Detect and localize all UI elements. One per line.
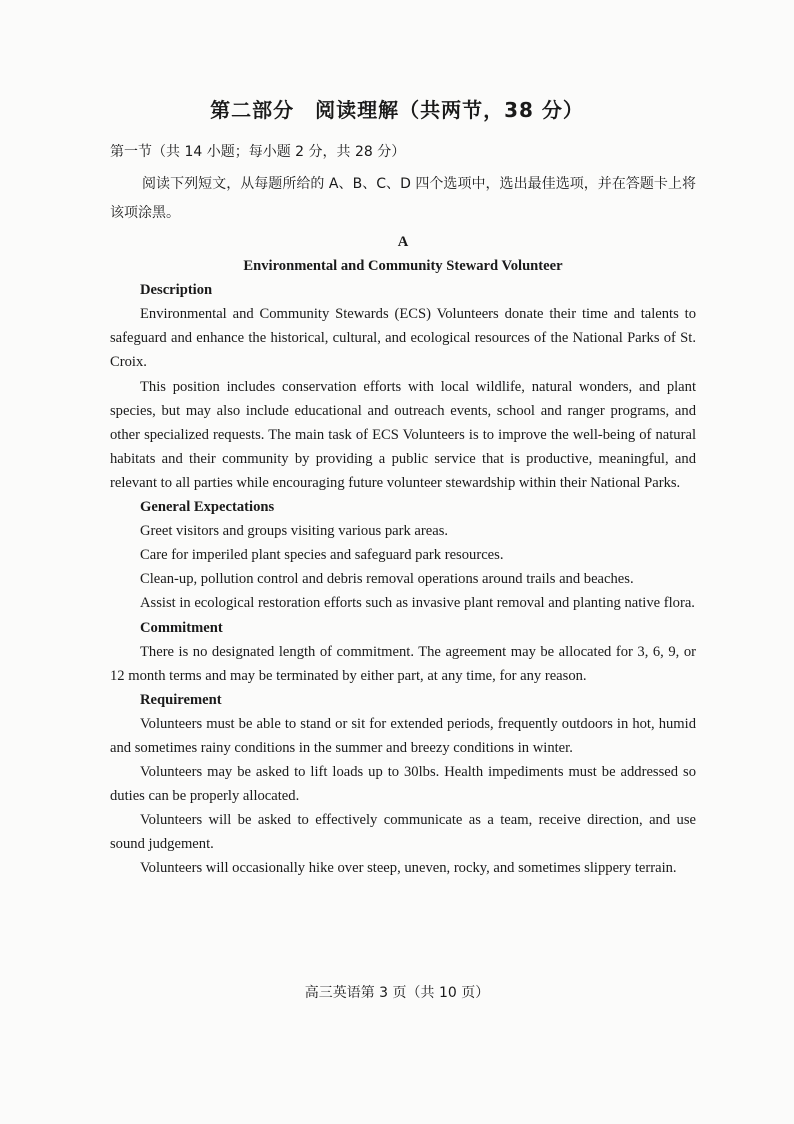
commitment-heading: Commitment (140, 619, 223, 636)
expectation-item: Care for imperiled plant species and safeguard park resources. (140, 547, 504, 564)
requirement-item: Volunteers may be asked to lift loads up to 30lbs. Health impediments must be addressed so duties can be properly allocated. (110, 764, 696, 805)
requirement-item: Volunteers will be asked to effectively communicate as a team, receive direction, and use sound judgement. (110, 812, 696, 853)
requirement-heading: Requirement (140, 691, 222, 708)
description-heading: Description (140, 282, 213, 299)
expectation-item: Assist in ecological restoration efforts such as invasive plant removal and planting native flora. (140, 595, 695, 612)
passage-title: Environmental and Community Steward Volunteer (243, 258, 563, 275)
requirement-item: Volunteers must be able to stand or sit for extended periods, frequently outdoors in hot, humid and sometimes rainy conditions in the summer and breezy conditions in winter. (110, 715, 696, 756)
expectation-item: Clean-up, pollution control and debris removal operations around trails and beaches. (140, 571, 634, 588)
description-paragraph: This position includes conservation efforts with local wildlife, natural wonders, and plant species, but may also include educational and outreach events, school and ranger programs, and other specialized requests. The main task of ECS Volunteers is to improve the well-being of natural habitats and their community by providing a public service that is productive, meaningful, and relevant to all parties while encouraging future volunteer stewardship within their National Parks. (110, 378, 696, 491)
part-title: 第二部分 阅读理解（共两节，38 分） (210, 98, 584, 122)
passage-label: A (397, 234, 409, 250)
expectation-item: Greet visitors and groups visiting various park areas. (140, 523, 449, 540)
requirement-item: Volunteers will occasionally hike over steep, uneven, rocky, and sometimes slippery terrain. (140, 860, 677, 877)
section-title: 第一节（共 14 小题；每小题 2 分，共 28 分） (110, 144, 406, 160)
expectations-heading: General Expectations (140, 499, 275, 516)
instructions: 阅读下列短文，从每题所给的 A、B、C、D 四个选项中，选出最佳选项，并在答题卡上将该项涂黑。 (110, 176, 696, 221)
commitment-paragraph: There is no designated length of commitment. The agreement may be allocated for 3, 6, 9, or 12 month terms and may be terminated by either part, at any time, for any reason. (110, 643, 696, 684)
page-footer: 高三英语第 3 页（共 10 页） (304, 985, 490, 1001)
description-paragraph: Environmental and Community Stewards (ECS) Volunteers donate their time and talents to safeguard and enhance the historical, cultural, and ecological resources of the National Parks of St. Croix. (110, 306, 696, 371)
passage-a (110, 230, 696, 881)
